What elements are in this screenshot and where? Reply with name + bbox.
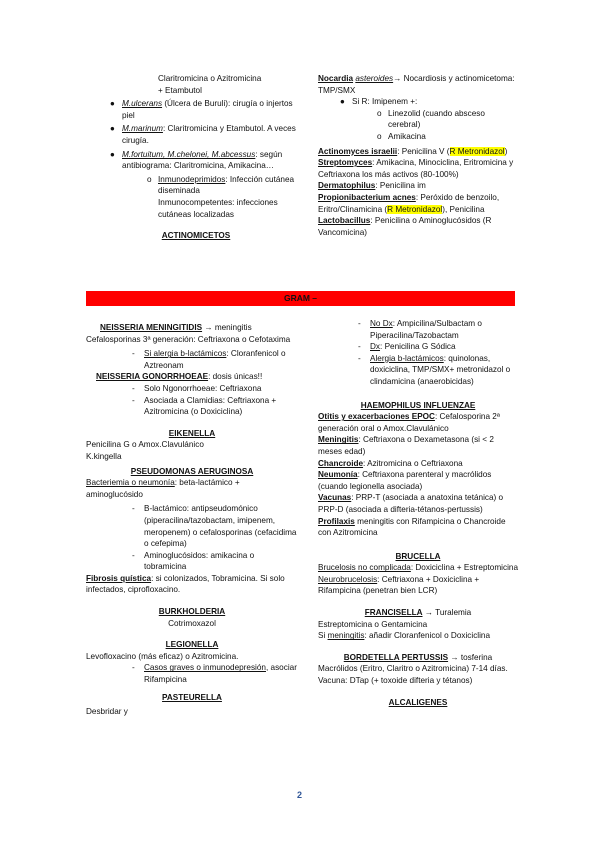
treatment-text: : Ceftriaxona + Doxiciclina + Rifampicina (penetran bien LCR) [318, 574, 480, 596]
bordetella-heading-line [318, 652, 518, 664]
arrow-right-icon: → [393, 74, 404, 83]
actinomyces-entry [318, 146, 518, 158]
treatment-text: Nocardiosis y actinomicetoma: TMP/SMX [318, 74, 515, 95]
treatment-text: : beta-lactámico + aminoglucósido [86, 478, 240, 499]
treatment-text: Solo Ngonorrhoeae: Ceftriaxona [144, 383, 262, 393]
highlight-text: R Metronidazol [449, 146, 505, 156]
text-line: Macrólidos (Eritro, Claritro o Azitromicina) 7-14 días. [318, 664, 508, 674]
text-line: Desbridar y [86, 707, 128, 717]
treatment-text: : Ceftriaxona parenteral y macrólidos (cuando legionella asociada) [318, 470, 492, 491]
section-heading: FRANCISELLA [364, 608, 423, 618]
section-heading: LEGIONELLA [165, 640, 219, 650]
section-heading: PSEUDOMONAS AERUGINOSA [130, 466, 254, 476]
page-number: 2 [296, 790, 302, 800]
dash-bullet-icon: - [132, 395, 135, 405]
condition-label: Dx [370, 342, 381, 352]
neumonia-entry [318, 469, 518, 492]
organism-name: NEISSERIA GONORRHOEAE [96, 372, 209, 382]
brucelosis-entry [318, 562, 518, 574]
text-line: K.kingella [86, 451, 122, 461]
gram-negative-banner: GRAM – [86, 291, 515, 306]
streptomyces-entry [318, 157, 518, 180]
organism-name: M.ulcerans [122, 99, 163, 109]
treatment-text: ) [504, 146, 508, 156]
disease-name: tosferina [460, 652, 493, 662]
treatment-text: ), Penicilina [442, 204, 485, 214]
si-meningitis-entry [318, 630, 518, 642]
section-heading: BRUCELLA [395, 551, 441, 561]
bullet-icon: ● [110, 149, 115, 159]
organism-name: Actinomyces israelii [318, 146, 398, 156]
treatment-text: Si R: Imipenem +: [352, 97, 418, 107]
list-item [132, 550, 298, 573]
sub-list-item [377, 108, 518, 131]
list-item [340, 96, 518, 108]
treatment-text: : Cloranfenicol o Aztreonam [144, 349, 286, 370]
profilaxis-entry [318, 516, 518, 539]
treatment-text: meningitis con Rifampicina o Chancroide con Azitromicina [318, 516, 506, 538]
organism-species: asteroides [355, 74, 394, 83]
dash-bullet-icon: - [358, 353, 361, 363]
inmuno-label: Inmunodeprimidos [158, 174, 226, 184]
treatment-text: : si colonizados, Tobramicina. Si solo infectados, ciprofloxacino. [86, 573, 285, 595]
organism-name: Nocardia [318, 74, 354, 83]
condition-label: Brucelosis no complicada [318, 563, 411, 573]
treatment-text: Asociada a Clamidias: Ceftriaxona + Azitromicina (o Doxiciclina) [144, 395, 277, 417]
condition-label: Otitis y exacerbaciones EPOC [318, 412, 435, 422]
lactobacillus-entry [318, 215, 518, 238]
treatment-text: : Penicilina G Sódica [380, 342, 456, 352]
dermatophilus-entry [318, 180, 518, 192]
condition-label: Profilaxis [318, 516, 355, 526]
list-item [132, 383, 298, 395]
bullet-icon: ● [340, 97, 345, 107]
circle-bullet-icon: o [377, 108, 382, 118]
propionibacterium-entry [318, 192, 518, 215]
dash-bullet-icon: - [358, 319, 361, 328]
list-item [132, 395, 298, 418]
list-item [358, 353, 518, 388]
left-bottom-column [86, 322, 298, 718]
condition-label: Chancroide [318, 458, 364, 468]
treatment-text: : Cefalosporina 2ª generación oral o Amox.Clavulánico [318, 412, 500, 433]
treatment-text: : Penicilina V ( [397, 146, 450, 156]
sub-list-item [377, 131, 518, 143]
condition-label: Vacunas [318, 493, 352, 503]
right-top-column [318, 73, 518, 238]
circle-bullet-icon: o [377, 131, 382, 141]
condition-label: Bacteriemia o neumonía [86, 478, 175, 488]
text-line: Estreptomicina o Gentamicina [318, 619, 428, 629]
section-heading: ACTINOMICETOS [161, 231, 231, 241]
nocardia-entry [318, 73, 518, 96]
dash-bullet-icon: - [132, 504, 135, 514]
organism-name: Dermatophilus [318, 181, 376, 191]
list-item [358, 341, 518, 353]
condition-label: Casos graves o inmunodepresión [144, 663, 266, 673]
condition-label: Neumonía [318, 470, 358, 480]
treatment-text: : PRP-T (asociada a anatoxina tetánica) o PRP-D (asociada a difteria-tétanos-pertussis) [318, 493, 504, 514]
treatment-text: : añadir Cloranfenicol o Doxiciclina [364, 631, 491, 641]
treatment-text: , asociar Rifampicina [144, 663, 297, 685]
condition-label: Neurobrucelosis [318, 574, 378, 584]
treatment-text: : Peróxido de benzoilo, Eritro/Clinamicina ( [318, 192, 500, 214]
francisella-heading-line [318, 607, 518, 619]
list-item [110, 123, 296, 146]
list-item [132, 348, 298, 371]
treatment-text: B-lactámico: antipseudomónico (piperacilina/tazobactam, imipenem, meropenem) o cefalosporinas (cefacidima o cefepima) [144, 504, 297, 549]
neisseria-meningitidis-entry [86, 322, 298, 345]
condition-label: Meningitis [318, 435, 359, 445]
arrow-right-icon: → [450, 652, 459, 662]
text-line: Levofloxacino (más eficaz) o Azitromicina. [86, 651, 239, 661]
dash-bullet-icon: - [358, 342, 361, 352]
organism-name: Streptomyces [318, 158, 373, 168]
dash-bullet-icon: - [132, 349, 135, 359]
meningitis-entry [318, 434, 518, 457]
right-bottom-column [318, 318, 518, 708]
list-item [132, 503, 298, 549]
bacteriemia-entry [86, 477, 298, 500]
chancroide-entry [318, 458, 518, 470]
treatment-text: Amikacina [388, 131, 426, 141]
treatment-text: Linezolid (cuando absceso cerebral) [388, 108, 485, 130]
list-item [132, 662, 298, 685]
condition-label: Fibrosis quística [86, 573, 152, 583]
text-line: Cotrimoxazol [168, 618, 216, 628]
sub-list-text: Inmunocompetentes: infecciones cutáneas localizadas [158, 197, 278, 219]
circle-bullet-icon: o [147, 174, 152, 184]
treatment-text: : Penicilina o Aminoglucósidos (R Vancomicina) [318, 216, 492, 237]
organism-name: NEISSERIA MENINGITIDIS [100, 323, 203, 332]
otitis-entry [318, 411, 518, 434]
text-line: Claritromicina o Azitromicina [158, 74, 262, 83]
treatment-text: : Amikacina, Minociclina, Eritromicina y Ceftriaxona los más activos (80-100%) [318, 158, 514, 179]
dash-bullet-icon: - [132, 550, 135, 560]
treatment-text: meningitis Cefalosporinas 3ª generación: Ceftriaxona o Cefotaxima [86, 323, 291, 344]
treatment-text: : Penicilina im [375, 181, 426, 191]
section-heading: PASTEURELLA [162, 692, 222, 702]
treatment-text: : quinolonas, doxiciclina, TMP/SMX+ metronidazol o clindamicina (anaerobicidas) [370, 353, 511, 386]
treatment-text: : Claritromicina y Etambutol. A veces cirugía. [122, 124, 296, 145]
sub-list-item [147, 174, 296, 197]
arrow-right-icon: → [424, 608, 433, 618]
left-top-column [86, 73, 296, 242]
treatment-text: (Úlcera de Buruli): cirugía o injertos piel [122, 99, 293, 120]
text-line: Penicilina G o Amox.Clavulánico [86, 440, 204, 450]
list-item [358, 318, 518, 341]
organism-name: M.marinum [122, 124, 163, 134]
organism-name: Propionibacterium acnes [318, 192, 416, 202]
section-heading: BORDETELLA PERTUSSIS [343, 652, 449, 662]
treatment-text: : Doxiciclina + Estreptomicina [410, 563, 519, 573]
section-heading: EIKENELLA [168, 428, 216, 438]
dash-bullet-icon: - [132, 383, 135, 393]
treatment-text: Aminoglucósidos: amikacina o tobramicina [144, 550, 255, 572]
section-heading: ALCALIGENES [388, 697, 448, 707]
text-line: + Etambutol [158, 85, 202, 95]
bullet-icon: ● [110, 124, 115, 134]
list-item [110, 149, 296, 172]
section-heading: BURKHOLDERIA [158, 607, 226, 617]
organism-name: M.fortuitum, M.chelonei, M.abcessus [122, 149, 256, 159]
arrow-right-icon: → [204, 323, 215, 332]
inmuno-text: : Infección cutánea diseminada [158, 174, 295, 196]
disease-name: Turalemia [435, 608, 472, 618]
treatment-text: : según antibiograma: Claritromicina, Amikacina… [122, 149, 283, 171]
fibrosis-entry [86, 573, 298, 596]
treatment-text: : Ampicilina/Sulbactam o Piperacilina/Tazobactam [370, 319, 482, 340]
list-item [110, 98, 296, 121]
treatment-text: : dosis únicas!! [208, 372, 263, 382]
vacunas-entry [318, 492, 518, 515]
dash-bullet-icon: - [132, 663, 135, 673]
text-line: Vacuna: DTap (+ toxoide difteria y tétanos) [318, 676, 473, 686]
condition-label: Si [318, 631, 326, 641]
condition-label: Si alergia b-lactámicos [144, 349, 227, 359]
bullet-icon: ● [110, 99, 115, 109]
section-heading: HAEMOPHILUS INFLUENZAE [360, 400, 476, 410]
treatment-text: : Ceftriaxona o Dexametasona (si < 2 meses edad) [318, 435, 494, 456]
highlight-text: R Metronidazol [387, 204, 443, 214]
neisseria-gonorrhoeae-entry [86, 371, 298, 383]
condition-label: Alergia b-lactámicos [370, 353, 444, 363]
neurobrucelosis-entry [318, 574, 518, 597]
treatment-text: : Azitromicina o Ceftriaxona [363, 458, 463, 468]
condition-label: meningitis [327, 631, 365, 641]
condition-label: No Dx [370, 319, 393, 328]
organism-name: Lactobacillus [318, 216, 371, 226]
